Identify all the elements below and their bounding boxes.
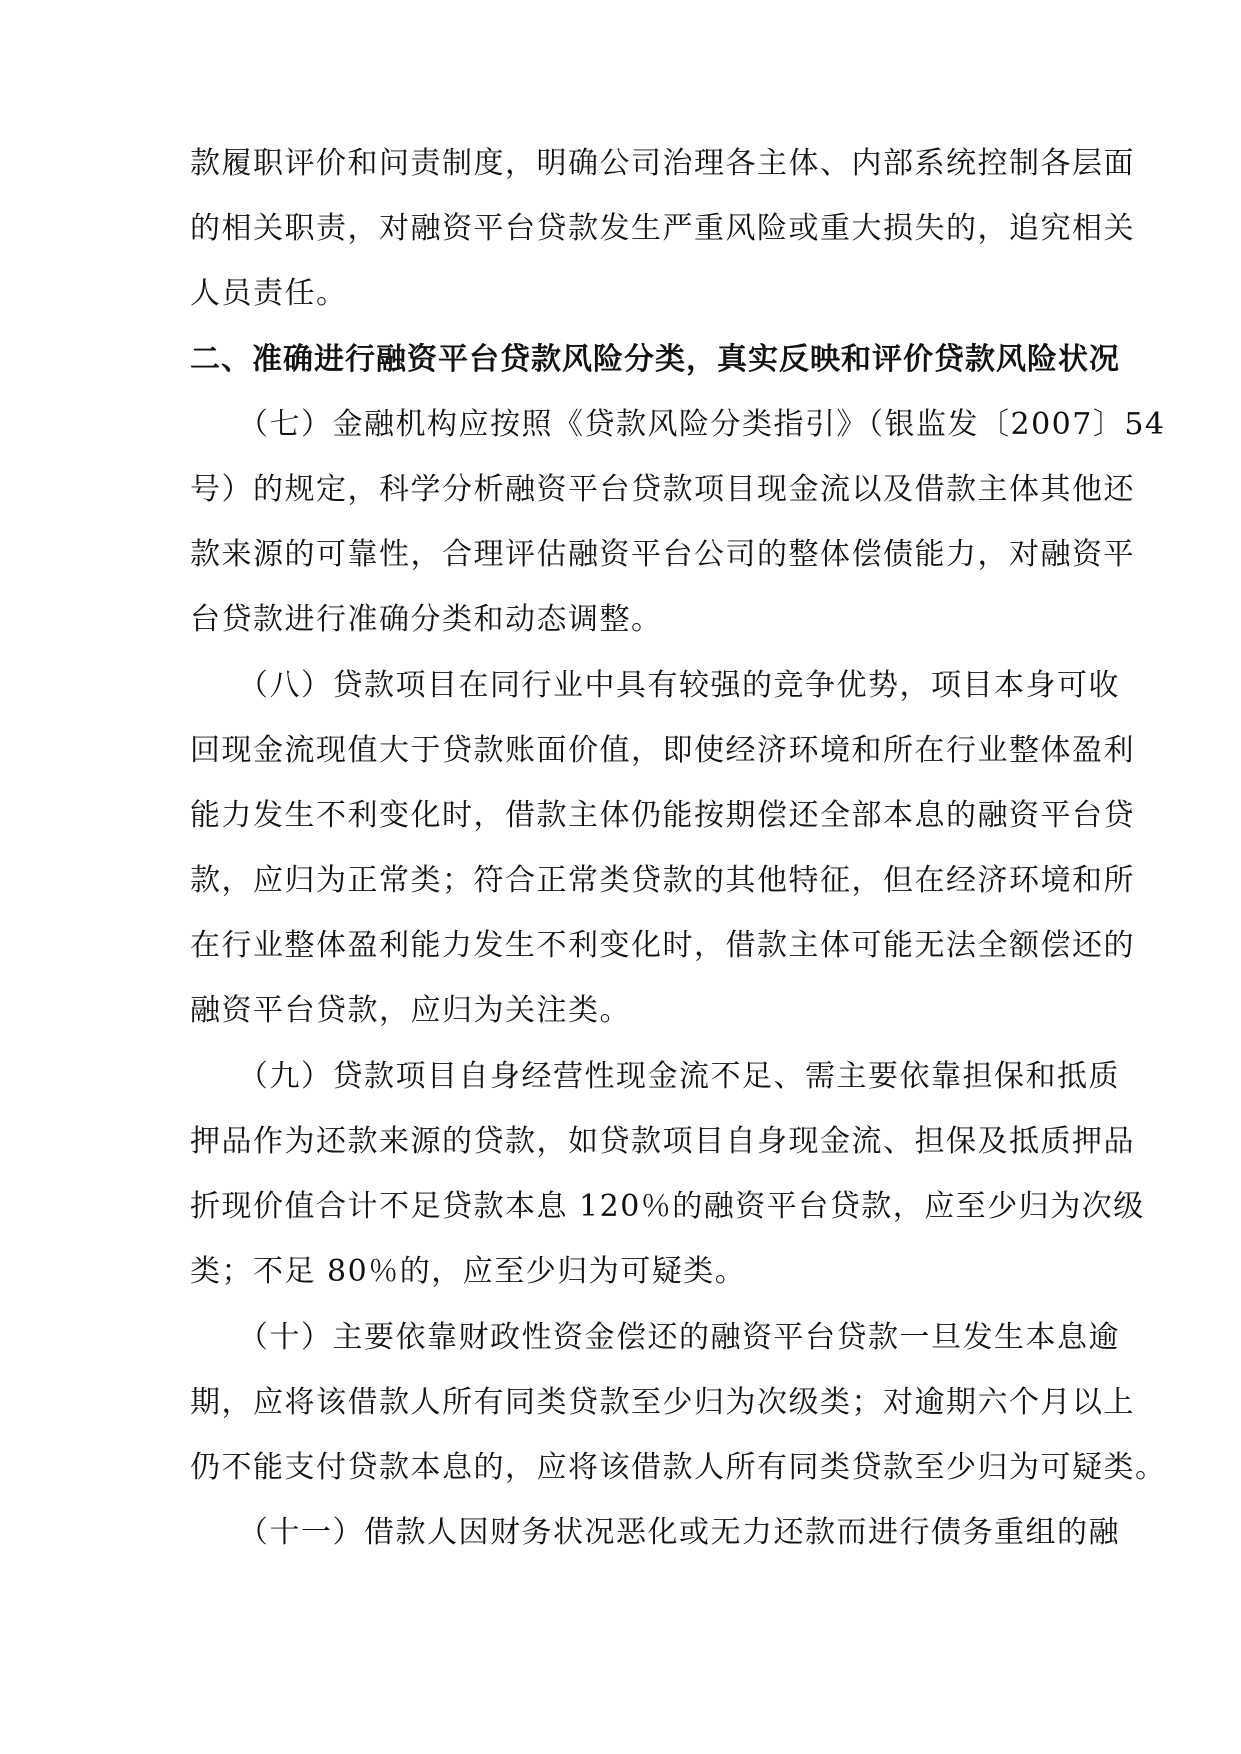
body-text-line: 号）的规定，科学分析融资平台贷款项目现金流以及借款主体其他还 <box>190 472 1135 507</box>
section-heading: 二、准确进行融资平台贷款风险分类，真实反映和评价贷款风险状况 <box>190 342 1120 377</box>
body-text-line: 仍不能支付贷款本息的，应将该借款人所有同类贷款至少归为可疑类。 <box>190 1450 1167 1485</box>
body-text-line: 在行业整体盈利能力发生不利变化时，借款主体可能无法全额偿还的 <box>190 928 1135 963</box>
body-text-line: 类；不足 80％的，应至少归为可疑类。 <box>190 1254 747 1289</box>
body-text-line: 能力发生不利变化时，借款主体仍能按期偿还全部本息的融资平台贷 <box>190 798 1135 833</box>
body-text-line: 的相关职责，对融资平台贷款发生严重风险或重大损失的，追究相关 <box>190 211 1135 246</box>
body-text-line: 回现金流现值大于贷款账面价值，即使经济环境和所在行业整体盈利 <box>190 733 1135 768</box>
body-text-line: 折现价值合计不足贷款本息 120％的融资平台贷款，应至少归为次级 <box>190 1189 1145 1224</box>
body-text-line: 押品作为还款来源的贷款，如贷款项目自身现金流、担保及抵质押品 <box>190 1124 1135 1159</box>
paragraph-first-line: （八）贷款项目在同行业中具有较强的竞争优势，项目本身可收 <box>238 668 1120 703</box>
body-text-line: 款，应归为正常类；符合正常类贷款的其他特征，但在经济环境和所 <box>190 863 1135 898</box>
paragraph-first-line: （十）主要依靠财政性资金偿还的融资平台贷款一旦发生本息逾 <box>238 1320 1120 1355</box>
paragraph-first-line: （十一）借款人因财务状况恶化或无力还款而进行债务重组的融 <box>238 1515 1120 1550</box>
body-text-line: 融资平台贷款，应归为关注类。 <box>190 993 631 1028</box>
paragraph-first-line: （七）金融机构应按照《贷款风险分类指引》（银监发〔2007〕54 <box>238 407 1166 442</box>
body-text-line: 期，应将该借款人所有同类贷款至少归为次级类；对逾期六个月以上 <box>190 1385 1135 1420</box>
body-text-line: 人员责任。 <box>190 276 348 311</box>
paragraph-first-line: （九）贷款项目自身经营性现金流不足、需主要依靠担保和抵质 <box>238 1059 1120 1094</box>
body-text-line: 款来源的可靠性，合理评估融资平台公司的整体偿债能力，对融资平 <box>190 537 1135 572</box>
body-text-line: 款履职评价和问责制度，明确公司治理各主体、内部系统控制各层面 <box>190 146 1135 181</box>
body-text-line: 台贷款进行准确分类和动态调整。 <box>190 602 663 637</box>
